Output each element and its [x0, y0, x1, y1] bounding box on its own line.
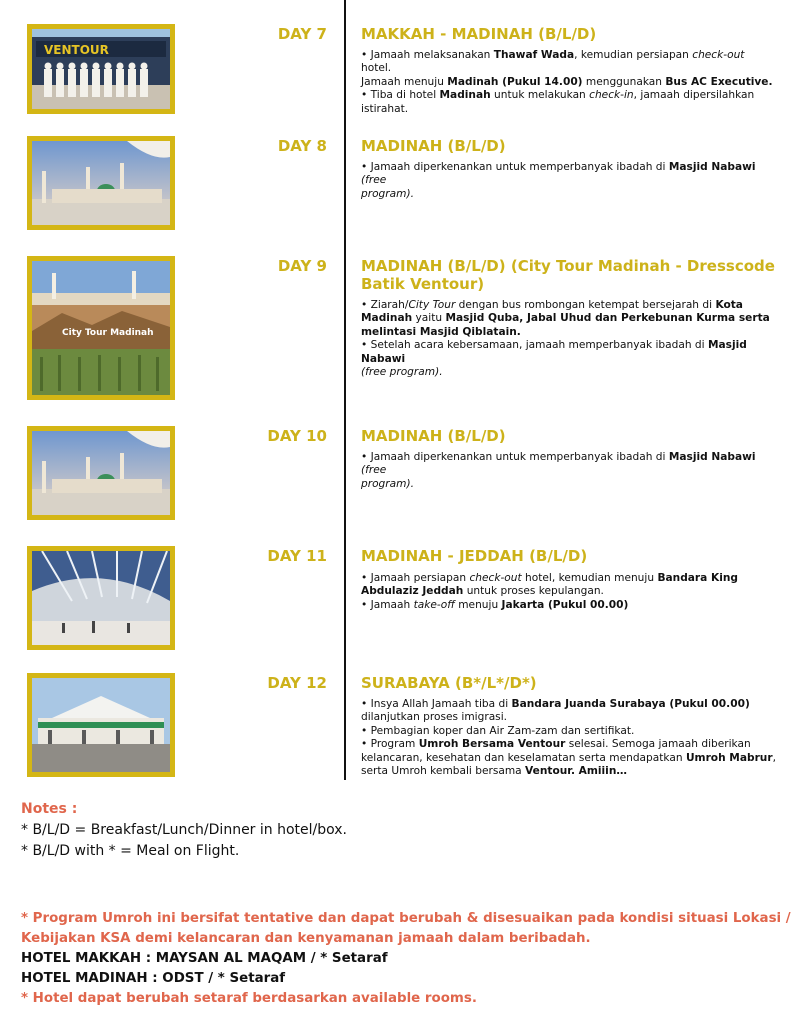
description-line	[361, 326, 776, 339]
description-text-run: Thawaf Wada	[493, 49, 575, 61]
description-text-run: untuk proses kepulangan.	[463, 585, 604, 598]
description-text-run: • Jamaah diperkenankan untuk memperbanyak ibadah di	[361, 161, 669, 173]
day-10-image-masjid-nabawi	[27, 426, 175, 520]
description-text-run: untuk melakukan	[490, 89, 590, 102]
day-8-description	[361, 161, 776, 201]
day-9-label: DAY 9	[277, 257, 327, 275]
description-text-run: Madinah	[361, 312, 413, 325]
description-text-run: • Tiba di hotel	[361, 89, 440, 102]
day-11-title: MADINAH - JEDDAH (B/L/D)	[361, 547, 588, 565]
description-text-run: (free	[361, 464, 387, 477]
description-text-run: (free program).	[361, 366, 443, 379]
day-8-label: DAY 8	[277, 137, 327, 155]
description-line	[361, 339, 776, 366]
description-text-run: menuju	[454, 598, 502, 611]
description-text-run: Masjid Quba, Jabal Uhud dan Perkebunan Kurma serta	[445, 312, 770, 325]
notes-line-meals: * B/L/D = Breakfast/Lunch/Dinner in hotel/box.	[21, 822, 347, 838]
description-text-run: Masjid Nabawi	[668, 161, 756, 173]
description-line	[361, 49, 776, 76]
description-text-run: check-out	[469, 572, 522, 584]
description-line	[361, 299, 776, 312]
description-line	[361, 312, 776, 325]
description-text-run: yaitu	[412, 312, 446, 325]
day-10-label: DAY 10	[267, 427, 327, 445]
day-8-image-masjid-nabawi	[27, 136, 175, 230]
description-line	[361, 585, 776, 598]
description-line	[361, 738, 776, 751]
description-text-run: • Jamaah diperkenankan untuk memperbanyak ibadah di	[361, 451, 669, 463]
description-line	[361, 89, 776, 102]
day-12-label: DAY 12	[267, 674, 327, 692]
description-text-run: program).	[361, 187, 414, 200]
day-11-description	[361, 572, 776, 612]
program-info-section	[21, 909, 791, 1009]
description-text-run: • Pembagian koper dan Air Zam-zam dan sertifikat.	[361, 724, 635, 737]
description-text-run: Jakarta (Pukul 00.00)	[501, 598, 629, 611]
description-text-run: (free	[361, 174, 387, 187]
description-line	[361, 599, 776, 612]
description-text-run: • Jamaah	[361, 598, 414, 611]
description-text-run: melintasi Masjid Qiblatain.	[361, 325, 521, 338]
day-9-image-city-tour-collage	[27, 256, 175, 400]
description-line	[361, 752, 776, 765]
day-10-description	[361, 451, 776, 491]
bus-brand-text: VENTOUR	[44, 43, 109, 57]
day-7-description	[361, 49, 776, 116]
description-text-run: menggunakan	[582, 75, 666, 88]
description-text-run: • Insya Allah Jamaah tiba di	[361, 698, 512, 710]
description-line	[361, 103, 776, 116]
description-text-run: , jamaah dipersilahkan	[633, 89, 755, 102]
description-text-run: dengan bus rombongan ketempat bersejarah di	[455, 299, 716, 311]
description-line	[361, 478, 776, 491]
day-12-title: SURABAYA (B*/L*/D*)	[361, 674, 537, 692]
description-text-run: Umroh Bersama Ventour	[418, 738, 566, 751]
description-line	[361, 725, 776, 738]
description-line	[361, 76, 776, 89]
description-text-run: Abdulaziz Jeddah	[361, 585, 464, 598]
hotel-note: * Hotel dapat berubah setaraf berdasarkan available rooms.	[21, 991, 477, 1006]
day-12-image-juanda-airport	[27, 673, 175, 777]
timeline-divider	[344, 0, 346, 780]
description-text-run: • Jamaah persiapan	[361, 572, 470, 584]
description-text-run: take-off	[413, 598, 455, 611]
description-line	[361, 451, 776, 478]
description-text-run: Bandara Juanda Surabaya (Pukul 00.00)	[511, 698, 750, 710]
description-text-run: check-out	[692, 49, 745, 61]
day-11-label: DAY 11	[267, 547, 327, 565]
description-text-run: Madinah	[439, 89, 491, 102]
day-8-title: MADINAH (B/L/D)	[361, 137, 506, 155]
description-line	[361, 765, 776, 778]
description-text-run: kelancaran, kesehatan dan keselamatan serta mendapatkan	[361, 751, 686, 764]
notes-heading: Notes :	[21, 801, 78, 817]
description-text-run: selesai. Semoga jamaah diberikan	[565, 738, 751, 751]
day-7-label: DAY 7	[277, 25, 327, 43]
day-7-title: MAKKAH - MADINAH (B/L/D)	[361, 25, 597, 43]
description-line	[361, 572, 776, 585]
day-9-description	[361, 299, 776, 379]
description-text-run: Bus AC Executive.	[665, 75, 773, 88]
description-text-run: City Tour	[408, 299, 456, 311]
description-text-run: Masjid Nabawi	[361, 339, 747, 365]
description-line	[361, 698, 776, 711]
description-text-run: check-in	[589, 89, 634, 102]
description-text-run: hotel.	[361, 62, 392, 75]
description-line	[361, 188, 776, 201]
day-10-title: MADINAH (B/L/D)	[361, 427, 506, 445]
description-line	[361, 711, 776, 724]
day-12-description	[361, 698, 776, 778]
description-text-run: dilanjutkan proses imigrasi.	[361, 711, 508, 724]
description-text-run: Ventour. Amiiin…	[525, 765, 627, 778]
notes-section	[21, 801, 791, 862]
description-text-run: Madinah (Pukul 14.00)	[447, 75, 583, 88]
description-text-run: Umroh Mabrur	[685, 751, 773, 764]
description-text-run: Jamaah menuju	[361, 75, 448, 88]
description-text-run: ,	[772, 751, 776, 764]
description-text-run: • Program	[361, 738, 419, 751]
description-text-run: • Setelah acara kebersamaan, jamaah memperbanyak ibadah di	[361, 339, 708, 352]
description-text-run: , kemudian persiapan	[574, 49, 693, 61]
description-text-run: istirahat.	[361, 102, 409, 115]
hotel-madinah: HOTEL MADINAH : ODST / * Setaraf	[21, 971, 286, 986]
description-line	[361, 366, 776, 379]
description-text-run: Kota	[715, 299, 743, 311]
description-text-run: • Jamaah melaksanakan	[361, 49, 494, 61]
description-text-run: serta Umroh kembali bersama	[361, 765, 526, 778]
description-text-run: • Ziarah/	[361, 299, 409, 311]
city-tour-collage-text: City Tour Madinah	[62, 328, 154, 338]
description-text-run: Bandara King	[657, 572, 738, 584]
day-9-title: MADINAH (B/L/D) (City Tour Madinah - Dresscode Batik Ventour)	[361, 257, 775, 293]
description-text-run: hotel, kemudian menuju	[521, 572, 658, 584]
description-line	[361, 161, 776, 188]
description-text-run: Masjid Nabawi	[668, 451, 756, 463]
notes-line-flight-meals: * B/L/D with * = Meal on Flight.	[21, 843, 240, 859]
hotel-makkah: HOTEL MAKKAH : MAYSAN AL MAQAM / * Setaraf	[21, 951, 388, 966]
description-text-run: program).	[361, 477, 414, 490]
day-11-image-jeddah-airport	[27, 546, 175, 650]
program-disclaimer: * Program Umroh ini bersifat tentative dan dapat berubah & disesuaikan pada kondisi situasi Lokasi / Kebijakan KSA demi kelancaran dan kenyamanan jamaah dalam beribadah.	[21, 911, 791, 946]
day-7-image-bus-group	[27, 24, 175, 114]
